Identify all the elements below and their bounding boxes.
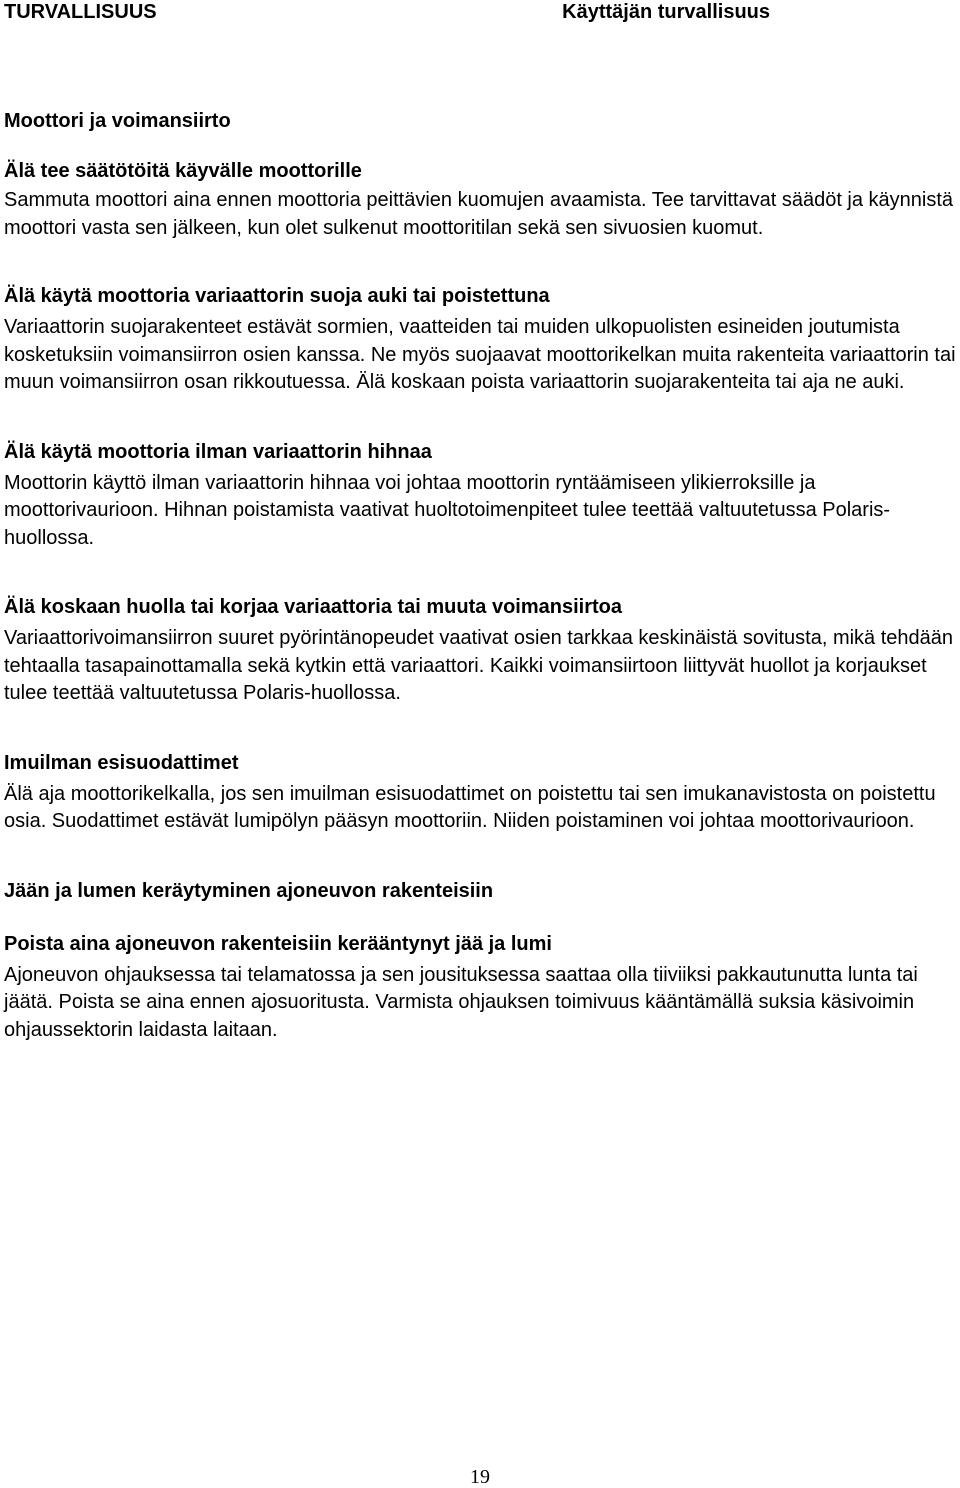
subheading-repair: Älä koskaan huolla tai korjaa variaattoria tai muuta voimansiirtoa: [4, 596, 622, 618]
paragraph-motor: Sammuta moottori aina ennen moottoria peittävien kuomujen avaamista. Tee tarvittavat säädöt ja käynnistä moottori vasta sen jälkeen, kun olet sulkenut moottoritilan sekä sen sivuosien kuomut.: [4, 189, 954, 239]
section-guard: [4, 283, 956, 397]
section-filter: [4, 750, 956, 836]
subheading-no-adjust-running: Älä tee säätötöitä käyvälle moottorille: [4, 160, 362, 182]
paragraph-ice: Ajoneuvon ohjauksessa tai telamatossa ja sen jousituksessa saattaa olla tiiviiksi pakkautunutta lunta tai jäätä. Poista se aina ennen ajosuoritusta. Varmista ohjauksen toimivuus kääntämällä suksia käsivoimin ohjaussektorin laidasta laitaan.: [4, 963, 918, 1041]
paragraph-filter: Älä aja moottorikelkalla, jos sen imuilman esisuodattimet on poistettu tai sen imukanavistosta on poistettu osia. Suodattimet estävät lumipölyn pääsyn moottoriin. Niiden poistaminen voi johtaa moottorivaurioon.: [4, 782, 936, 832]
section-title-ice: Jään ja lumen keräytyminen ajoneuvon rakenteisiin: [4, 879, 494, 902]
section-title-filter: Imuilman esisuodattimet: [4, 751, 239, 774]
header-topic-label: Käyttäjän turvallisuus: [562, 1, 770, 23]
section-belt: [4, 439, 956, 553]
page-number: 19: [470, 1466, 490, 1488]
subheading-belt: Älä käytä moottoria ilman variaattorin hihnaa: [4, 440, 432, 463]
paragraph-guard: Variaattorin suojarakenteet estävät sormien, vaatteiden tai muiden ulkopuolisten esineiden joutumista kosketuksiin voimansiirron osien kanssa. Ne myös suojaavat moottorikelkan muita rakenteita variaattorin tai muun voimansiirron osan rikkoutuessa. Älä koskaan poista variaattorin suojarakenteita tai aja ne auki.: [4, 316, 956, 393]
section-ice: [4, 878, 956, 1045]
header-section-label: TURVALLISUUS: [4, 1, 157, 23]
subheading-ice: Poista aina ajoneuvon rakenteisiin kerääntynyt jää ja lumi: [4, 932, 552, 955]
section-motor: [4, 108, 956, 242]
subheading-guard: Älä käytä moottoria variaattorin suoja auki tai poistettuna: [4, 285, 550, 307]
section-title-motor: Moottori ja voimansiirto: [4, 110, 231, 132]
paragraph-repair: Variaattorivoimansiirron suuret pyörintänopeudet vaativat osien tarkkaa keskinäistä sovitusta, mikä tehdään tehtaalla tasapainottamalla sekä kytkin että variaattori. Kaikki voimansiirtoon liittyvät huollot ja korjaukset tulee teettää valtuutetussa Polaris-huollossa.: [4, 627, 954, 704]
paragraph-belt: Moottorin käyttö ilman variaattorin hihnaa voi johtaa moottorin ryntäämiseen ylikierroksille ja moottorivaurioon. Hihnan poistamista vaativat huoltotoimenpiteet tulee teettää valtuutetussa Polaris-huollossa.: [4, 471, 891, 549]
section-repair: [4, 594, 956, 708]
page-header: [0, 0, 960, 26]
document-body: [4, 108, 956, 1044]
